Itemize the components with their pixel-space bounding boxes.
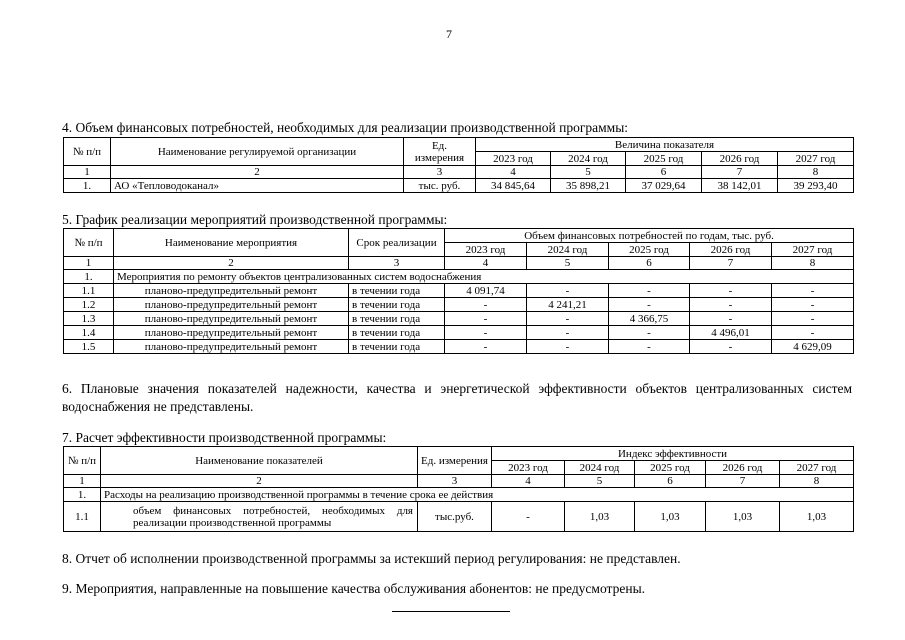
row-value: - (445, 326, 527, 340)
row-activity-name: планово-предупредительный ремонт (114, 326, 349, 340)
column-index: 5 (565, 475, 635, 488)
header-year: 2024 год (527, 243, 609, 257)
row-value: - (690, 340, 772, 354)
row-value: - (445, 312, 527, 326)
header-efficiency-index: Индекс эффективности (492, 447, 854, 461)
row-value: 1,03 (565, 502, 635, 532)
row-value: 4 366,75 (609, 312, 690, 326)
financial-needs-table (63, 137, 854, 193)
schedule-table (63, 228, 854, 354)
group-row-label: Расходы на реализацию производственной программы в течение срока ее действия (101, 488, 854, 502)
row-value: - (772, 284, 854, 298)
header-year: 2023 год (445, 243, 527, 257)
column-index: 5 (551, 166, 626, 179)
header-financial-volume: Объем финансовых потребностей по годам, тыс. руб. (445, 229, 854, 243)
row-activity-name: планово-предупредительный ремонт (114, 340, 349, 354)
row-term: в течении года (349, 298, 445, 312)
column-index: 4 (476, 166, 551, 179)
header-year: 2027 год (780, 461, 854, 475)
row-value: - (690, 284, 772, 298)
row-value: - (690, 298, 772, 312)
row-unit: тыс. руб. (404, 179, 476, 193)
row-value: - (609, 326, 690, 340)
row-value: 39 293,40 (778, 179, 854, 193)
row-value: 1,03 (780, 502, 854, 532)
section-5-heading: 5. График реализации мероприятий производственной программы: (62, 212, 448, 227)
header-activity-name: Наименование мероприятия (114, 229, 349, 257)
column-index: 7 (706, 475, 780, 488)
header-year: 2023 год (476, 152, 551, 166)
header-year: 2026 год (690, 243, 772, 257)
header-num: № п/п (64, 138, 111, 166)
table-row (64, 284, 854, 298)
column-index: 8 (772, 257, 854, 270)
column-index: 3 (404, 166, 476, 179)
row-term: в течении года (349, 284, 445, 298)
row-value: 4 241,21 (527, 298, 609, 312)
column-index: 6 (635, 475, 706, 488)
header-year: 2027 год (772, 243, 854, 257)
header-year: 2025 год (609, 243, 690, 257)
header-year: 2023 год (492, 461, 565, 475)
efficiency-table (63, 446, 854, 532)
row-value: - (690, 312, 772, 326)
column-index: 8 (778, 166, 854, 179)
column-index: 3 (418, 475, 492, 488)
row-value: - (527, 284, 609, 298)
header-num: № п/п (64, 447, 101, 475)
header-year: 2024 год (551, 152, 626, 166)
row-value: 34 845,64 (476, 179, 551, 193)
row-value: 4 496,01 (690, 326, 772, 340)
row-num: 1.5 (64, 340, 114, 354)
header-year: 2025 год (626, 152, 702, 166)
section-8-text: 8. Отчет об исполнении производственной программы за истекший период регулирования: не представлен. (62, 551, 681, 566)
row-value: - (609, 284, 690, 298)
header-term: Срок реализации (349, 229, 445, 257)
column-index: 8 (780, 475, 854, 488)
column-index: 1 (64, 257, 114, 270)
header-year: 2025 год (635, 461, 706, 475)
section-6-text: 6. Плановые значения показателей надежности, качества и энергетической эффективности объектов централизованных систем водоснабжения не представлены. (62, 381, 852, 414)
column-index: 6 (626, 166, 702, 179)
header-year: 2026 год (706, 461, 780, 475)
row-value: - (772, 312, 854, 326)
group-row (64, 488, 854, 502)
row-value: - (527, 340, 609, 354)
row-num: 1.1 (64, 502, 101, 532)
group-row-label: Мероприятия по ремонту объектов централизованных систем водоснабжения (114, 270, 854, 284)
footer-divider (392, 611, 510, 612)
row-value: 38 142,01 (702, 179, 778, 193)
row-unit: тыс.руб. (418, 502, 492, 532)
table-row (64, 326, 854, 340)
section-4-heading: 4. Объем финансовых потребностей, необходимых для реализации производственной программы: (62, 120, 629, 135)
table-row (64, 298, 854, 312)
column-index: 4 (492, 475, 565, 488)
column-index: 1 (64, 475, 101, 488)
column-index: 2 (101, 475, 418, 488)
row-num: 1.4 (64, 326, 114, 340)
row-value: - (772, 326, 854, 340)
row-value: - (772, 298, 854, 312)
table-row (64, 340, 854, 354)
row-value: - (445, 298, 527, 312)
column-index: 2 (114, 257, 349, 270)
column-index: 1 (64, 166, 111, 179)
row-term: в течении года (349, 340, 445, 354)
row-term: в течении года (349, 312, 445, 326)
header-indicator-name: Наименование показателей (101, 447, 418, 475)
row-num: 1.3 (64, 312, 114, 326)
row-value: - (609, 298, 690, 312)
column-index: 6 (609, 257, 690, 270)
row-value: 4 091,74 (445, 284, 527, 298)
section-7-heading: 7. Расчет эффективности производственной программы: (62, 430, 387, 445)
group-row (64, 270, 854, 284)
row-num: 1.1 (64, 284, 114, 298)
column-index: 4 (445, 257, 527, 270)
header-year: 2026 год (702, 152, 778, 166)
row-value: 35 898,21 (551, 179, 626, 193)
group-row-num: 1. (64, 488, 101, 502)
row-activity-name: планово-предупредительный ремонт (114, 298, 349, 312)
row-value: - (492, 502, 565, 532)
group-row-num: 1. (64, 270, 114, 284)
column-index: 7 (702, 166, 778, 179)
table-row (64, 502, 854, 532)
row-num: 1.2 (64, 298, 114, 312)
header-indicator-value: Величина показателя (476, 138, 854, 152)
row-indicator-name: объем финансовых потребностей, необходимых для реализации производственной программы (101, 502, 418, 532)
header-unit: Ед. измерения (418, 447, 492, 475)
table-row (64, 312, 854, 326)
row-value: 1,03 (706, 502, 780, 532)
row-value: - (527, 326, 609, 340)
column-index: 7 (690, 257, 772, 270)
section-9-text: 9. Мероприятия, направленные на повышение качества обслуживания абонентов: не предусмотрены. (62, 581, 646, 596)
column-index: 3 (349, 257, 445, 270)
page-number: 7 (446, 27, 452, 41)
row-value: 1,03 (635, 502, 706, 532)
row-value: - (445, 340, 527, 354)
row-value: 37 029,64 (626, 179, 702, 193)
header-unit: Ед. измерения (404, 138, 476, 166)
table-row (64, 179, 854, 193)
header-year: 2027 год (778, 152, 854, 166)
header-org-name: Наименование регулируемой организации (111, 138, 404, 166)
column-index: 5 (527, 257, 609, 270)
column-index: 2 (111, 166, 404, 179)
header-num: № п/п (64, 229, 114, 257)
row-activity-name: планово-предупредительный ремонт (114, 312, 349, 326)
row-value: - (609, 340, 690, 354)
row-value: - (527, 312, 609, 326)
header-year: 2024 год (565, 461, 635, 475)
row-value: 4 629,09 (772, 340, 854, 354)
row-term: в течении года (349, 326, 445, 340)
row-num: 1. (64, 179, 111, 193)
row-activity-name: планово-предупредительный ремонт (114, 284, 349, 298)
row-org-name: АО «Тепловодоканал» (111, 179, 404, 193)
